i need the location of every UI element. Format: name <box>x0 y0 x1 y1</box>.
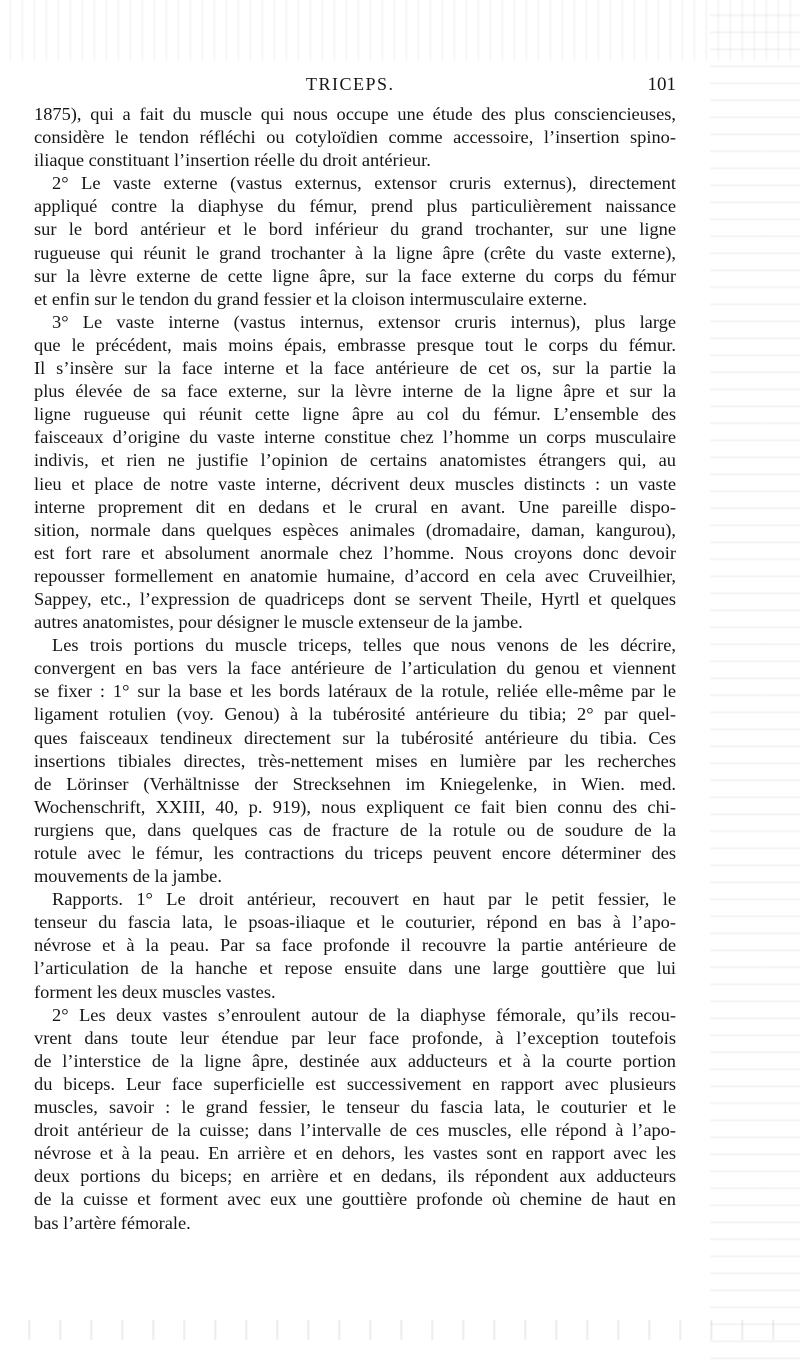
text-line: Les trois portions du muscle triceps, telles que nous venons de les décrire, <box>52 635 676 656</box>
body-text <box>34 103 676 1235</box>
page-header <box>34 74 676 100</box>
text-line: Rapports. 1° Le droit antérieur, recouvert en haut par le petit fessier, le <box>52 889 676 910</box>
text-line: indivis, et rien ne justifie l’opinion de certains anatomistes étrangers qui, au <box>34 450 676 471</box>
text-line: droit antérieur de la cuisse; dans l’intervalle de ces muscles, elle répond à l’apo- <box>34 1120 676 1141</box>
text-line: 2° Le vaste externe (vastus externus, extensor cruris externus), directement <box>52 173 676 194</box>
text-line: interne proprement dit en dedans et le crural en avant. Une pareille dispo- <box>34 496 676 517</box>
text-line: ligament rotulien (voy. Genou) à la tubérosité antérieure du tibia; 2° par quel- <box>34 704 676 725</box>
text-line: de l’interstice de la ligne âpre, destinée aux adducteurs et à la courte portion <box>34 1050 676 1071</box>
text-line: sur le bord antérieur et le bord inférieur du grand trochanter, sur une ligne <box>34 219 676 240</box>
text-line: Il s’insère sur la face interne et la face antérieure de cet os, sur la partie la <box>34 358 676 379</box>
text-line: ques faisceaux tendineux directement sur la tubérosité antérieure du tibia. Ces <box>34 727 676 748</box>
text-line: vrent dans toute leur étendue par leur face profonde, à l’exception toutefois <box>34 1027 676 1048</box>
scan-noise-bottom <box>0 1320 800 1340</box>
running-title: TRICEPS. <box>306 74 395 94</box>
text-line: 2° Les deux vastes s’enroulent autour de la diaphyse fémorale, qu’ils recou- <box>52 1004 676 1025</box>
text-line: mouvements de la jambe. <box>34 866 222 887</box>
text-line: insertions tibiales directes, très-nettement mises en lumière par les recherches <box>34 750 676 771</box>
text-line: tenseur du fascia lata, le psoas-iliaque et le couturier, répond en bas à l’apo- <box>34 912 676 933</box>
text-line: de Lörinser (Verhältnisse der Strecksehnen im Kniegelenke, in Wien. med. <box>34 773 676 794</box>
text-line: rotule avec le fémur, les contractions du triceps peuvent encore déterminer des <box>34 843 676 863</box>
text-line: convergent en bas vers la face antérieure de l’articulation du genou et viennent <box>34 658 676 679</box>
text-line: de la cuisse et forment avec eux une gouttière profonde où chemine de haut en <box>34 1189 676 1210</box>
text-line: Sappey, etc., l’expression de quadriceps dont se servent Theile, Hyrtl et quelques <box>34 588 676 609</box>
text-line: deux portions du biceps; en arrière et en dedans, ils répondent aux adducteurs <box>34 1166 676 1187</box>
text-line: névrose et à la peau. En arrière et en dehors, les vastes sont en rapport avec les <box>34 1143 676 1164</box>
text-line: sition, normale dans quelques espèces animales (dromadaire, daman, kangurou), <box>34 519 676 540</box>
text-line: du biceps. Leur face superficielle est successivement en rapport avec plusieurs <box>34 1073 676 1094</box>
text-line: sur la lèvre externe de cette ligne âpre, sur la face externe du corps du fémur <box>34 265 676 286</box>
scan-noise-top <box>0 0 800 60</box>
text-line: 3° Le vaste interne (vastus internus, extensor cruris internus), plus large <box>52 311 676 332</box>
text-line: considère le tendon réfléchi ou cotyloïdien comme accessoire, l’insertion spino- <box>34 127 676 148</box>
text-line: lieu et place de notre vaste interne, décrivent deux muscles distincts : un vaste <box>34 473 676 494</box>
text-line: ligne rugueuse qui réunit cette ligne âpre au col du fémur. L’ensemble des <box>34 404 676 425</box>
text-line: rurgiens que, dans quelques cas de fracture de la rotule ou de soudure de la <box>34 819 676 840</box>
text-line: bas l’artère fémorale. <box>34 1212 191 1233</box>
text-line: appliqué contre la diaphyse du fémur, prend plus particulièrement naissance <box>34 196 676 217</box>
text-line: se fixer : 1° sur la base et les bords latéraux de la rotule, reliée elle-même par le <box>34 681 676 702</box>
text-line: que le précédent, mais moins épais, embrasse presque tout le corps du fémur. <box>34 334 676 355</box>
text-line: autres anatomistes, pour désigner le muscle extenseur de la jambe. <box>34 612 523 633</box>
text-line: muscles, savoir : le grand fessier, le tenseur du fascia lata, le couturier et le <box>34 1097 676 1118</box>
text-line: et enfin sur le tendon du grand fessier et la cloison intermusculaire externe. <box>34 288 588 309</box>
page-number: 101 <box>647 74 676 95</box>
text-line: faisceaux d’origine du vaste interne constitue chez l’homme un corps musculaire <box>34 427 676 448</box>
text-line: rugueuse qui réunit le grand trochanter à la ligne âpre (crête du vaste externe), <box>34 242 676 263</box>
text-line: Wochenschrift, XXIII, 40, p. 919), nous expliquent ce fait bien connu des chi- <box>34 796 676 817</box>
text-line: l’articulation de la hanche et repose ensuite dans une large gouttière que lui <box>34 958 676 979</box>
text-line: iliaque constituant l’insertion réelle du droit antérieur. <box>34 150 431 171</box>
text-line: est fort rare et absolument anormale chez l’homme. Nous croyons donc devoir <box>34 542 676 563</box>
scan-noise-edge <box>710 0 800 1364</box>
text-line: forment les deux muscles vastes. <box>34 981 276 1002</box>
text-line: plus élevée de sa face externe, sur la lèvre interne de la ligne âpre et sur la <box>34 381 676 402</box>
text-line: névrose et à la peau. Par sa face profonde il recouvre la partie antérieure de <box>34 935 676 956</box>
text-line: 1875), qui a fait du muscle qui nous occupe une étude des plus consciencieuses, <box>34 104 676 124</box>
text-line: repousser formellement en anatomie humaine, d’accord en cela avec Cruveilhier, <box>34 565 676 586</box>
